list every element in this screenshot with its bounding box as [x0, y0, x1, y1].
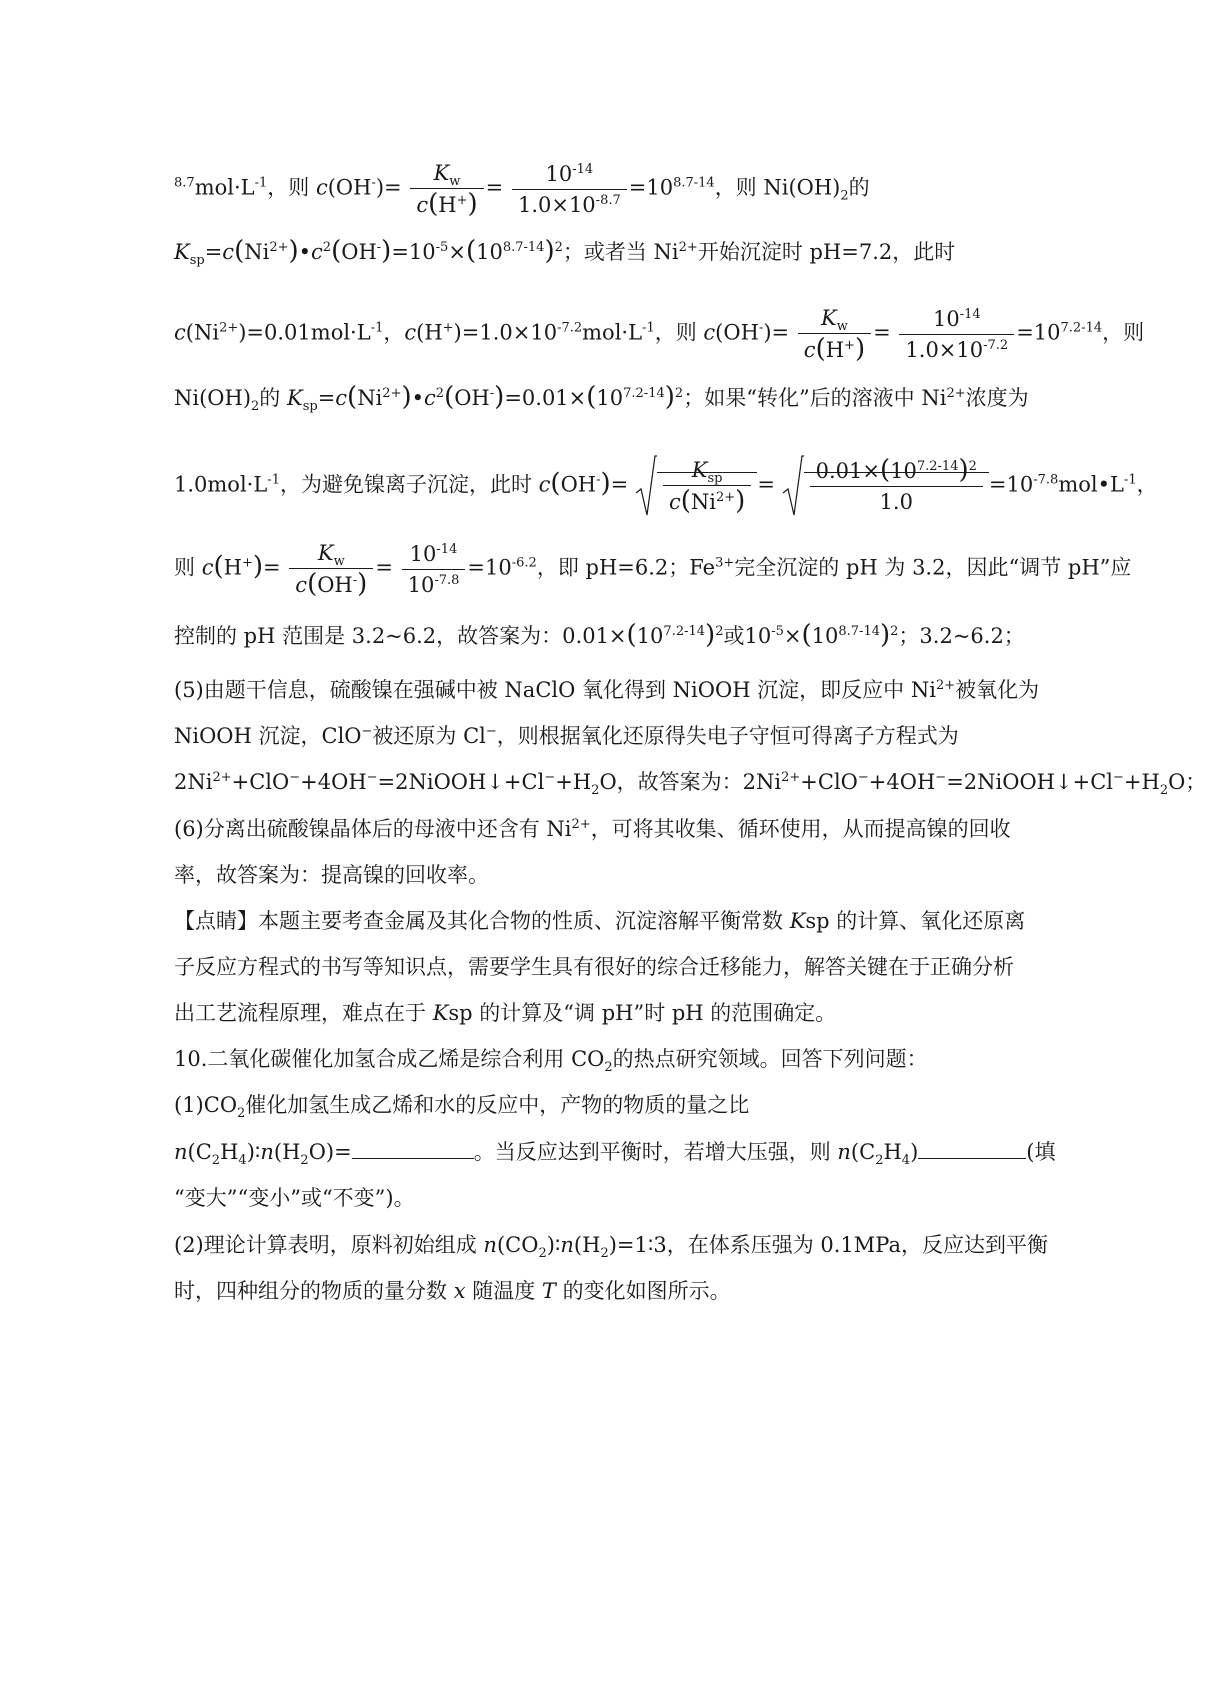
- fraction-value: $\frac{10^{-14}}{1.0\times 10^{-8.7}}$: [512, 159, 627, 220]
- text-line-17: $(1)CO_2$催化加氢生成乙烯和水的反应中，产物的物质的量之比: [174, 1093, 750, 1122]
- radical-sign-icon: [782, 455, 804, 519]
- text-line-18: $n(C_2H_4)∶n(H_2O)=$ 。当反应达到平衡时，若增大压强，则 $n(C_2H_4)$ (填: [174, 1140, 1056, 1169]
- sqrt-ksp: $\frac{K_{sp}}{c(Ni^{2+})}$: [635, 455, 757, 517]
- text-line-11: (6)分离出硫酸镍晶体后的母液中还含有 $Ni^{2+}$，可将其收集、循环使用，从而提高镍的回收: [174, 817, 1011, 841]
- text-line-13: 【点睛】本题主要考查金属及其化合物的性质、沉淀溶解平衡常数 Ksp 的计算、氧化还原离: [174, 909, 1026, 933]
- fraction-value: $\frac{10^{-14}}{10^{-7.8}}$: [402, 539, 466, 600]
- fraction-value: $\frac{10^{-14}}{1.0\times 10^{-7.2}}$: [899, 304, 1014, 365]
- fraction-kw-over-ch: $\frac{K_w}{c(H^+)}$: [410, 158, 483, 220]
- eq-line-3: $c(Ni^{2+})=0.01mol\cdot L^{-1}$，$c(H^+)=1.0\times 10^{-7.2}mol\cdot L^{-1}$，则 c(OH-)= $\frac{K_w}{c(H^+)}$ = $\frac{10^{-14}}{1.0\times 10^{-7.2}}$ $=10^{7.2-14}$，则: [174, 303, 1050, 365]
- text-line-10: $2Ni^{2+}+ClO^-+4OH^-=2NiOOH↓+Cl^-+H_2O$，故答案为：$2Ni^{2+}+ClO^-+4OH^-=2NiOOH↓+Cl^-+H_2O$；: [174, 770, 1206, 799]
- text-line-20: (2)理论计算表明，原料初始组成 $n(CO_2)∶n(H_2)=1∶3$，在体系压强为 0.1MPa，反应达到平衡: [174, 1233, 1048, 1262]
- fraction-kw-over-ch: $\frac{K_w}{c(H^+)}$: [798, 303, 871, 365]
- text-line-14: 子反应方程式的书写等知识点，需要学生具有很好的综合迁移能力，解答关键在于正确分析: [174, 955, 1014, 979]
- eq-line-6: 则 c(H+)= $\frac{K_w}{c(OH^-)}$ = $\frac{10^{-14}}{10^{-7.8}}$ $=10^{-6.2}$，即 pH=6.2；$Fe^{3+}$完全沉淀的 pH 为 3.2，因此“调节 pH”应: [174, 538, 1050, 600]
- text-line-8: (5)由题干信息，硫酸镍在强碱中被 NaClO 氧化得到 NiOOH 沉淀，即反应中 $Ni^{2+}$被氧化为: [174, 678, 1040, 702]
- text-line-9: NiOOH 沉淀，ClO−被还原为 Cl−，则根据氧化还原得失电子守恒可得离子方程式为: [174, 724, 959, 748]
- sqrt-value: $\frac{0.01\times(10^{7.2-14})^2}{1.0}$: [782, 455, 989, 517]
- fraction-kw-over-coh: $\frac{K_w}{c(OH^-)}$: [289, 538, 373, 600]
- radical-sign-icon: [635, 455, 657, 519]
- eq-line-4: $Ni(OH)_2$的 $K_{sp}=c(Ni^{2+})•c^2(OH^-)=0.01\times(10^{7.2-14})^2$；如果“转化”后的溶液中 $Ni^{2+}$浓度为: [174, 382, 1029, 415]
- eq-line-1: $^{8.7}mol\cdot L^{-1}$，则 c(OH-)= $\frac{K_w}{c(H^+)}$ = $\frac{10^{-14}}{1.0\times 10^{-8.7}}$ $=10^{8.7-14}$，则 $Ni(OH)_2$的: [174, 158, 1050, 220]
- text-line-21: 时，四种组分的物质的量分数 x 随温度 T 的变化如图所示。: [174, 1279, 731, 1303]
- answer-blank-change[interactable]: [918, 1138, 1026, 1159]
- eq-line-7: 控制的 pH 范围是 3.2~6.2，故答案为：$0.01\times(10^{7.2-14})^2$或$10^{-5}\times(10^{8.7-14})^2$；3.2~6.2；: [174, 620, 1025, 650]
- question-10-title: 10.二氧化碳催化加氢合成乙烯是综合利用 $CO_2$的热点研究领域。回答下列问题：: [174, 1047, 928, 1076]
- text-line-12: 率，故答案为：提高镍的回收率。: [174, 863, 489, 887]
- eq-line-5: $1.0mol\cdot L^{-1}$，为避免镍离子沉淀，此时 c(OH-)= $\frac{K_{sp}}{c(Ni^{2+})}$ = $\frac{0.01\times(10^{7.2-14})^2}{1.0}$ $=10^{-7.8}mol•L^{-1}$，: [174, 455, 1050, 517]
- eq-line-2: $K_{sp}=c(Ni^{2+})•c^2(OH^-)=10^{-5}\times(10^{8.7-14})^2$；或者当 $Ni^{2+}$开始沉淀时 pH=7.2，此时: [174, 236, 956, 269]
- text-line-19: “变大”“变小”或“不变”)。: [174, 1186, 415, 1210]
- text-line-15: 出工艺流程原理，难点在于 Ksp 的计算及“调 pH”时 pH 的范围确定。: [174, 1001, 837, 1025]
- answer-blank-ratio[interactable]: [352, 1138, 474, 1159]
